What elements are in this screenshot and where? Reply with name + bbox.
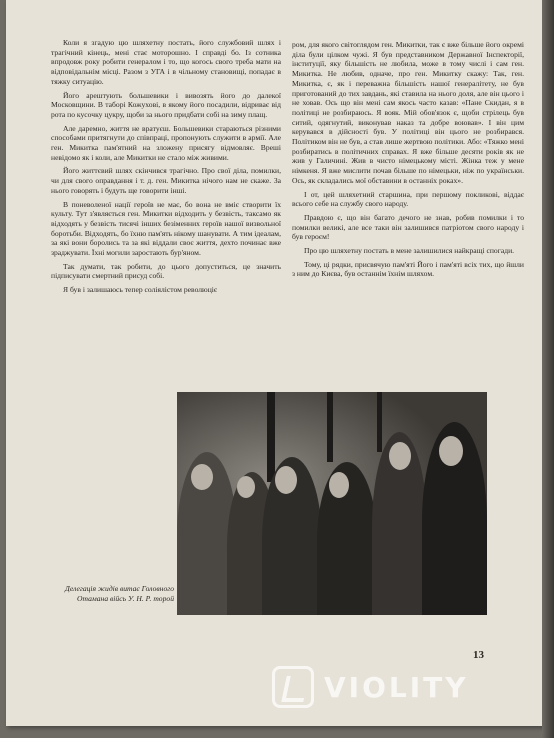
page-edge-shadow: [542, 0, 554, 738]
paragraph: Я був і залишаюсь тепер соліялістом революціє: [63, 285, 218, 295]
watermark: [272, 664, 469, 710]
paragraph: В поневоленої нації героїв не має, бо вона не вміє створити їх культу. Тут з'являється ген. Микитки відходить у безвість, таксамо як відходять у безвість тисячі інших безіменних героїв нашої визвольної боротьби. Відходять, бо їхню пам'ять нікому шанувати. А тим ідеалам, за які вони боролись та за які віддали своє життя, дехто починає вже зраджувати. Їхні могили заростають бур'яном.: [51, 199, 281, 258]
left-text-column: [51, 38, 281, 299]
violity-logo-icon: [272, 666, 314, 708]
paragraph: Так думати, так робити, до цього допуститься, це значить підписувати смертний присуд собі.: [51, 261, 281, 281]
historical-photo: [177, 392, 487, 615]
right-text-column: [292, 40, 524, 283]
paragraph: Але даремно, життя не вратуєш. Большевики стараються різними способами притягнути до співпраці, пропонують служити в армії. Але ген. Микитка пам'ятний на зложену присягу відмовляє. Вреші невідомо як і коли, але Микитки не стало між живими.: [51, 123, 281, 162]
paragraph: Його арештують большевики і вивозять його до далекої Московщини. В таборі Кожухові, в якому його посадили, відриває від рота по кусочку цукру, щоби за нього придбати собі на зиму плащ.: [51, 90, 281, 119]
paragraph: Правдою є, що він багато дечого не знав, робив помилки і то помилки великі, але все таки він залишився патріотом свого народу і був героєм!: [292, 212, 524, 242]
paragraph: Коли я згадую цю шляхетну постать, його службовий шлях і трагічний кінець, мені стає моторошно. І справді бо. Із сотника впродовж року робити генералом і то, що когось свого треба мати на відповідальнім місці. Разом з УГА і в чільному становищі, попадає в тяжку ситуацію.: [51, 38, 281, 86]
paragraph: Тому, ці рядки, присвячую пам'яті Його і пам'яті всіх тих, що йшли з ним до Києва, був останнім їхнім шляхом.: [292, 259, 524, 279]
photo-caption: Делегація жидів витає Головного Отамана війсь У. Н. Р. торой: [64, 584, 174, 603]
paragraph: ром, для якого світоглядом ген. Микитки, так є вже більше його окремі діла були цілком чужі. Я був представником Державної Інспекторії, інституції, яку більшість не любила, може в тому числі і сам ген. Микитка. Не любив, одначе, про ген. Микитку скажу: Так, ген. Микитка, є, як і переважна більшість нашої генералітету, не був приготований до тих завдань, які ставила на нього доля, але він цього і не ховав. Ось що він мені сам якось часто казав: «Пане Скидан, я в політиці не розбираюсь. Я вояк. Мій обов'язок є, щоби стрілець був ситий, одягнутий, виконував наказ та добре воював». І він цим керувався в дійсності був. У політиці він цього не розбирався. Політиком він не був, а став лише жертвою політики. Або: «Тяжко мені розбиратись в політичних справах. Я вже більше десяти років як не жив у Галичині. Жив в чисто німецькому місті. Жінка теж у мене німкеня. Я вже мислити почав більше по німецьки, ніж по українськи. Ось, як складались мої обставини в останніх роках».: [292, 40, 524, 185]
magazine-page: [6, 0, 544, 726]
paragraph: Про цю шляхетну постать в мене залишилися найкращі спогади.: [304, 246, 515, 256]
paragraph: Його життєвий шлях скінчився трагічно. Про свої діла, помилки, чи для свого оправдання і т. д. ген. Микитка нічого нам не скаже. За нього говорять і будуть ще говорити інші.: [51, 166, 281, 195]
page-number: 13: [473, 649, 484, 661]
watermark-text: VIOLITY: [324, 670, 469, 704]
paragraph: І от, цей шляхетний старшина, при першому покликові, віддає всього себе на службу свого народу.: [292, 189, 524, 209]
